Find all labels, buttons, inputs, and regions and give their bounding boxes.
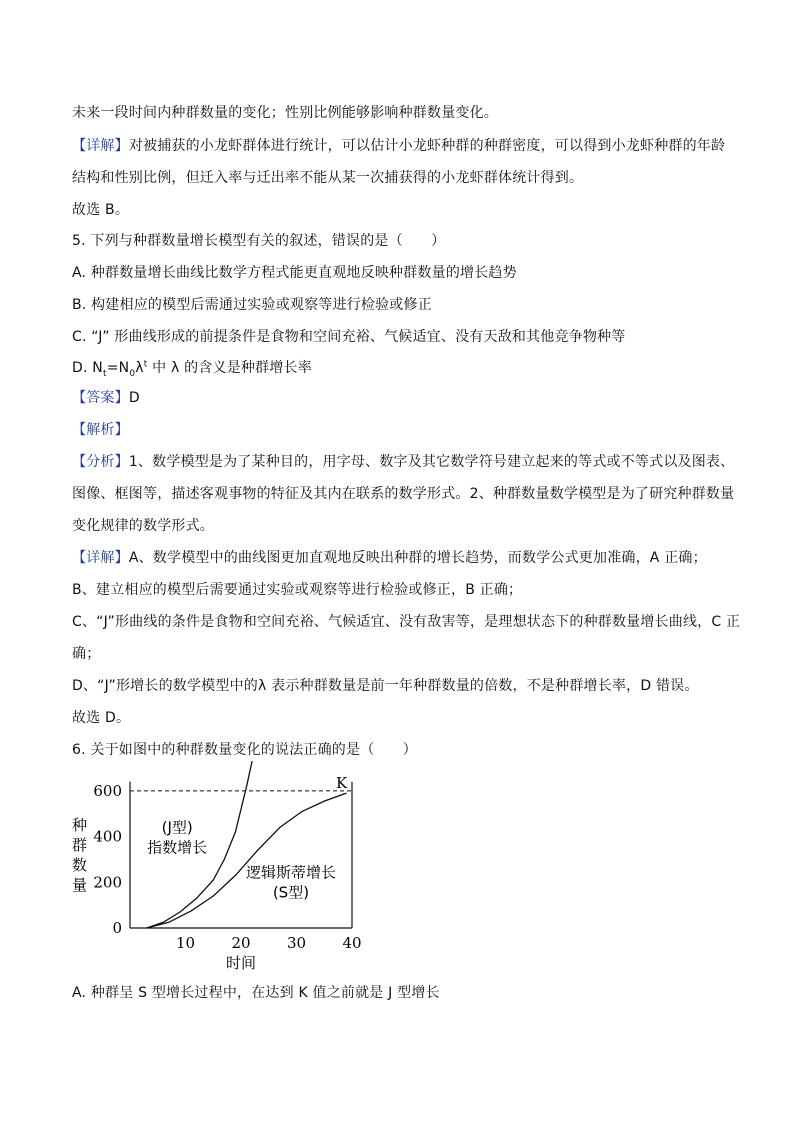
y-axis-label-char: 种 — [72, 816, 88, 834]
answer-line: 【答案】D — [72, 390, 140, 406]
text-line: D、“J”形增长的数学模型中的λ 表示种群数量是前一年种群数量的倍数，不是种群增长率，D 错误。 — [72, 678, 699, 694]
text-line: 图像、框图等，描述客观事物的特征及其内在联系的数学形式。2、种群数量数学模型是为了研究种群数量 — [72, 486, 735, 502]
option-c: C. “J” 形曲线形成的前提条件是食物和空间充裕、气候适宜、没有天敌和其他竞争物种等 — [72, 329, 626, 345]
y-tick-label: 400 — [93, 827, 122, 846]
text-line: 【详解】对被捕获的小龙虾群体进行统计，可以估计小龙虾种群的种群密度，可以得到小龙虾种群的年龄 — [72, 138, 726, 154]
text-line: 结构和性别比例，但迁入率与迁出率不能从某一次捕获得的小龙虾群体统计得到。 — [72, 170, 584, 186]
y-tick-label: 600 — [93, 781, 122, 800]
text-line: C、“J”形曲线的条件是食物和空间充裕、气候适宜、没有敌害等，是理想状态下的种群数量增长曲线，C 正 — [72, 614, 741, 630]
question-5: 5. 下列与种群数量增长模型有关的叙述，错误的是（ ） — [72, 233, 446, 249]
y-axis-label-char: 量 — [72, 876, 88, 894]
s-curve — [147, 793, 347, 928]
x-tick-label: 40 — [342, 934, 362, 952]
y-axis-label-char: 数 — [72, 856, 88, 874]
option-b: B. 构建相应的模型后需通过实验或观察等进行检验或修正 — [72, 297, 432, 313]
text-line: 故选 D。 — [72, 710, 131, 726]
text-line: 确； — [72, 646, 101, 662]
x-tick-label: 20 — [231, 934, 251, 952]
s-curve-label: (S型) — [272, 883, 310, 902]
x-tick-label: 10 — [175, 934, 196, 952]
y-tick-label: 0 — [112, 919, 122, 937]
text-line: 【详解】A、数学模型中的曲线图更加直观地反映出种群的增长趋势，而数学公式更加准确，A 正确； — [72, 550, 707, 566]
analysis-tag-line — [72, 420, 129, 440]
x-axis-label: 时间 — [225, 954, 257, 970]
question-6: 6. 关于如图中的种群数量变化的说法正确的是（ ） — [72, 742, 418, 758]
detail-tag: 【详解】 — [72, 138, 129, 154]
answer-tag: 【答案】 — [72, 390, 129, 406]
analysis-tag: 【解析】 — [72, 422, 129, 438]
s-curve-label: 逻辑斯蒂增长 — [245, 863, 336, 882]
detail-tag: 【详解】 — [72, 550, 129, 566]
text-line: 未来一段时间内种群数量的变化；性别比例能够影响种群数量变化。 — [72, 105, 498, 121]
option-a-q6: A. 种群呈 S 型增长过程中，在达到 K 值之前就是 J 型增长 — [72, 985, 440, 1001]
text-line: B、建立相应的模型后需要通过实验或观察等进行检验或修正，B 正确； — [72, 582, 523, 598]
y-axis-label-char: 群 — [72, 836, 88, 854]
fenxi-tag: 【分析】 — [72, 454, 129, 470]
text-line: 变化规律的数学形式。 — [72, 518, 214, 534]
j-curve-label: (J型) — [161, 818, 193, 837]
option-d: D. $N_t=N_0\lambda^t$ 中 λ 的含义是种群增长率 — [72, 359, 312, 379]
j-curve-label: 指数增长 — [147, 838, 208, 857]
text-line: 故选 B。 — [72, 202, 130, 218]
option-a: A. 种群数量增长曲线比数学方程式能更直观地反映种群数量的增长趋势 — [72, 265, 517, 281]
x-tick-label: 30 — [286, 934, 307, 952]
y-tick-label: 200 — [93, 873, 122, 892]
population-growth-chart — [66, 760, 366, 970]
k-label: K — [336, 773, 348, 792]
text-line: 【分析】1、数学模型是为了某种目的，用字母、数字及其它数学符号建立起来的等式或不等式以及图表、 — [72, 454, 735, 470]
